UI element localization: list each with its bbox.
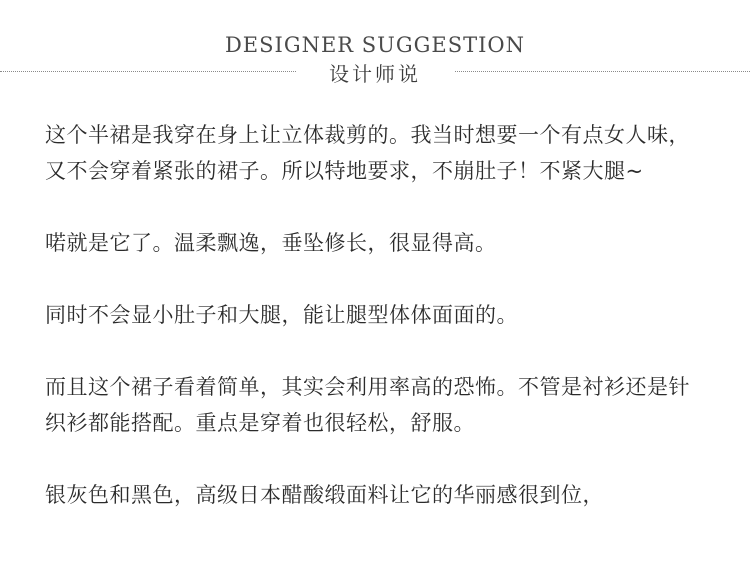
paragraph-fit: 同时不会显小肚子和大腿，能让腿型体体面面的。 [45, 303, 518, 327]
paragraph-versatility: 而且这个裙子看着简单，其实会利用率高的恐怖。不管是衬衫还是针织衫都能搭配。重点是穿着也很轻松，舒服。 [45, 375, 690, 435]
paragraph-appearance: 喏就是它了。温柔飘逸，垂坠修长，很显得高。 [45, 231, 497, 255]
description-body [45, 117, 710, 549]
section-divider [0, 62, 750, 90]
paragraph-intro: 这个半裙是我穿在身上让立体裁剪的。我当时想要一个有点女人味，又不会穿着紧张的裙子。所以特地要求，不崩肚子！不紧大腿~ [45, 123, 690, 183]
section-subtitle: 设计师说 [329, 62, 421, 86]
paragraph-fabric: 银灰色和黑色，高级日本醋酸缎面料让它的华丽感很到位， [45, 483, 604, 507]
divider-line-right [455, 71, 750, 72]
section-title: DESIGNER SUGGESTION [224, 33, 526, 57]
